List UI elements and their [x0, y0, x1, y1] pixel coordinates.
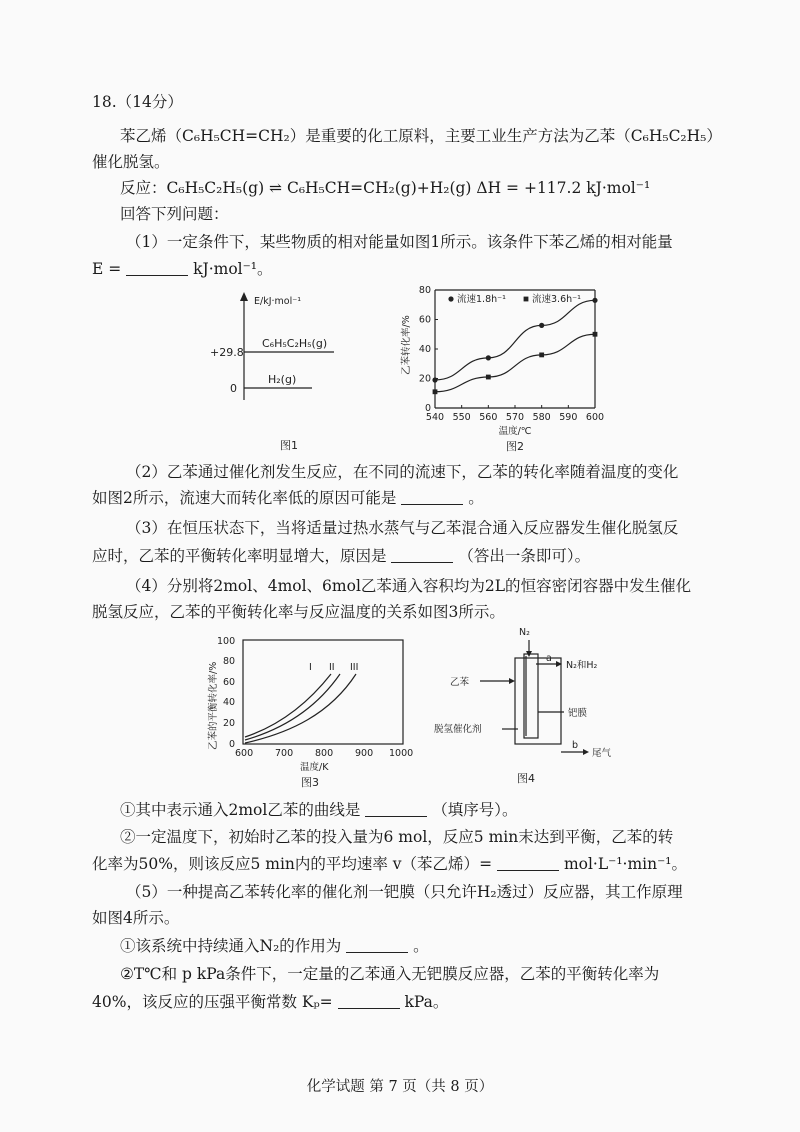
q1-line-b	[92, 259, 273, 279]
q4-2-prefix: 化率为50%，则该反应5 min内的平均速率 v（苯乙烯）=	[92, 855, 493, 873]
fig1-level-high-value: +29.8	[210, 346, 244, 359]
fig2-xtick-label: 540	[425, 412, 445, 423]
figure-2-conversion-chart	[395, 283, 615, 453]
fig4-label-a: a	[546, 653, 552, 664]
fig2-ytick-label: 20	[418, 373, 431, 385]
question-header: 18.（14分）	[92, 93, 183, 111]
q5-line-b: 如图4所示。	[92, 909, 180, 927]
fig2-legend-marker-1	[448, 296, 453, 301]
fig4-label-catalyst: 脱氢催化剂	[434, 724, 482, 735]
fig2-point-series-2	[433, 389, 438, 394]
fig1-axis-label: E/kJ·mol⁻¹	[254, 296, 302, 307]
q4-1-suffix: （填序号）。	[432, 801, 518, 819]
q1-suffix: kJ·mol⁻¹。	[193, 260, 273, 278]
q3-line-a: （3）在恒压状态下，当将适量过热水蒸气与乙苯混合通入反应器发生催化脱氢反	[126, 519, 679, 537]
fig4-label-out-a: N₂和H₂	[566, 660, 598, 671]
q5-1-suffix: 。	[413, 937, 429, 955]
fig2-point-series-1	[592, 298, 597, 303]
fig3-curve-III	[245, 674, 356, 743]
fig4-label-membrane: 钯膜	[568, 708, 588, 719]
fig2-xtick-label: 570	[505, 412, 525, 423]
q1-prefix: E =	[92, 260, 122, 278]
q2-suffix: 。	[468, 489, 484, 507]
fig4-label-out-b: 尾气	[592, 748, 612, 759]
page-footer: 化学试题 第 7 页（共 8 页）	[306, 1079, 494, 1095]
q5-1-line	[120, 936, 429, 956]
fig3-xtick: 700	[275, 748, 294, 759]
fig2-point-series-2	[486, 375, 491, 380]
fig3-label-III: III	[350, 662, 359, 673]
q2-answer-blank[interactable]	[401, 490, 463, 505]
fig2-legend-label-1: 流速1.8h⁻¹	[457, 294, 506, 305]
fig2-point-series-2	[539, 353, 544, 358]
fig4-n2-label: N₂	[519, 627, 530, 638]
fig2-ytick-label: 80	[418, 285, 431, 296]
fig4-label-feed: 乙苯	[450, 677, 470, 688]
q1-line-a: （1）一定条件下，某些物质的相对能量如图1所示。该条件下苯乙烯的相对能量	[126, 233, 673, 251]
fig3-ytick: 20	[223, 718, 236, 729]
fig2-xlabel: 温度/℃	[498, 426, 532, 437]
q3-prefix: 应时，乙苯的平衡转化率明显增大，原因是	[92, 547, 387, 565]
fig3-ytick: 100	[217, 636, 236, 647]
intro-line-1: 苯乙烯（C₆H₅CH=CH₂）是重要的化工原料，主要工业生产方法为乙苯（C₆H₅C₂H₅）	[120, 127, 722, 145]
figure-4-reactor-diagram	[432, 620, 672, 792]
fig1-axis-arrow	[240, 292, 248, 301]
fig2-ytick-label: 40	[418, 344, 431, 355]
q5-2-line-b	[92, 992, 448, 1012]
fig3-xtick: 800	[315, 748, 334, 759]
fig2-series-line-1	[435, 300, 595, 380]
q5-2-answer-blank[interactable]	[338, 994, 400, 1009]
q4-2-line-b	[92, 854, 687, 874]
fig3-label-II: II	[329, 662, 335, 673]
fig3-xlabel: 温度/K	[300, 762, 329, 773]
fig3-curve-I	[245, 674, 331, 737]
fig2-xtick-label: 560	[479, 412, 498, 423]
q4-2-suffix: mol·L⁻¹·min⁻¹。	[563, 855, 687, 873]
q2-line-b	[92, 488, 484, 508]
q4-2-line-a: ②一定温度下，初始时乙苯的投入量为6 mol，反应5 min末达到平衡，乙苯的转	[120, 828, 674, 846]
fig1-caption: 图1	[280, 439, 298, 452]
fig2-point-series-2	[593, 332, 598, 337]
q3-answer-blank[interactable]	[391, 548, 453, 563]
fig3-caption: 图3	[301, 776, 319, 789]
fig2-point-series-1	[432, 377, 437, 382]
q4-line-b: 脱氢反应，乙苯的平衡转化率与反应温度的关系如图3所示。	[92, 603, 505, 621]
fig4-label-b: b	[572, 740, 579, 751]
fig1-level-high-label: C₆H₅C₂H₅(g)	[262, 337, 328, 350]
fig2-xtick-label: 550	[452, 412, 471, 423]
fig2-ytick-label: 60	[418, 314, 431, 326]
prompt: 回答下列问题：	[120, 205, 229, 223]
fig2-xtick-label: 580	[532, 412, 551, 423]
q5-line-a: （5）一种提高乙苯转化率的催化剂一钯膜（只允许H₂透过）反应器，其工作原理	[126, 883, 683, 901]
reaction-equation: 反应：C₆H₅C₂H₅(g) ⇌ C₆H₅CH=CH₂(g)+H₂(g) ΔH = +117.2 kJ·mol⁻¹	[120, 179, 651, 197]
q5-2-prefix: 40%，该反应的压强平衡常数 Kₚ=	[92, 993, 333, 1011]
q3-suffix: （答出一条即可）。	[458, 547, 591, 565]
fig4-feed-arrowhead	[509, 678, 515, 684]
fig2-point-series-1	[539, 323, 544, 328]
intro-line-2: 催化脱氢。	[92, 153, 170, 171]
fig3-x-ticks	[235, 748, 413, 759]
fig2-ylabel: 乙苯转化率/%	[401, 315, 412, 375]
q4-line-a: （4）分别将2mol、4mol、6mol乙苯通入容积均为2L的恒容密闭容器中发生催化	[126, 577, 692, 595]
fig2-ytick-label: 0	[424, 403, 431, 414]
q5-2-suffix: kPa。	[404, 993, 449, 1011]
fig3-ytick: 0	[229, 739, 236, 750]
fig1-level-low-value: 0	[230, 382, 237, 395]
fig4-caption: 图4	[517, 772, 535, 785]
fig2-legend-label-2: 流速3.6h⁻¹	[532, 294, 581, 305]
fig4-outlet-b-arrowhead	[583, 749, 589, 755]
fig2-series-line-2	[435, 334, 595, 392]
fig2-legend-marker-2	[524, 297, 529, 302]
q4-1-prefix: ①其中表示通入2mol乙苯的曲线是	[120, 801, 361, 819]
q5-2-line-a: ②T℃和 p kPa条件下，一定量的乙苯通入无钯膜反应器，乙苯的平衡转化率为	[120, 965, 660, 983]
q2-prefix: 如图2所示，流速大而转化率低的原因可能是	[92, 489, 397, 507]
fig3-ytick: 80	[223, 656, 236, 667]
fig3-label-I: I	[309, 662, 312, 673]
q2-line-a: （2）乙苯通过催化剂发生反应，在不同的流速下，乙苯的转化率随着温度的变化	[126, 463, 679, 481]
fig3-ylabel: 乙苯的平衡转化率/%	[208, 661, 219, 750]
fig3-y-ticks	[217, 636, 235, 750]
fig1-level-low-label: H₂(g)	[268, 373, 297, 386]
q4-2-answer-blank[interactable]	[497, 856, 559, 871]
q3-line-b	[92, 546, 590, 566]
q4-1-answer-blank[interactable]	[365, 802, 427, 817]
fig3-xtick: 1000	[389, 748, 414, 759]
q5-1-prefix: ①该系统中持续通入N₂的作用为	[120, 937, 342, 955]
figure-3-equilibrium-chart	[205, 632, 415, 792]
q1-answer-blank[interactable]	[126, 261, 188, 276]
figure-1-energy-diagram	[200, 285, 370, 460]
fig2-xtick-label: 600	[585, 412, 605, 423]
q4-1-line	[120, 800, 518, 820]
fig2-xtick-label: 590	[559, 412, 578, 423]
fig2-point-series-1	[486, 355, 491, 360]
fig3-xtick: 600	[235, 748, 254, 759]
fig3-ytick: 40	[223, 697, 236, 708]
q5-1-answer-blank[interactable]	[346, 938, 408, 953]
fig2-caption: 图2	[506, 440, 524, 453]
fig3-ytick: 60	[223, 677, 236, 688]
fig3-xtick: 900	[355, 748, 374, 759]
